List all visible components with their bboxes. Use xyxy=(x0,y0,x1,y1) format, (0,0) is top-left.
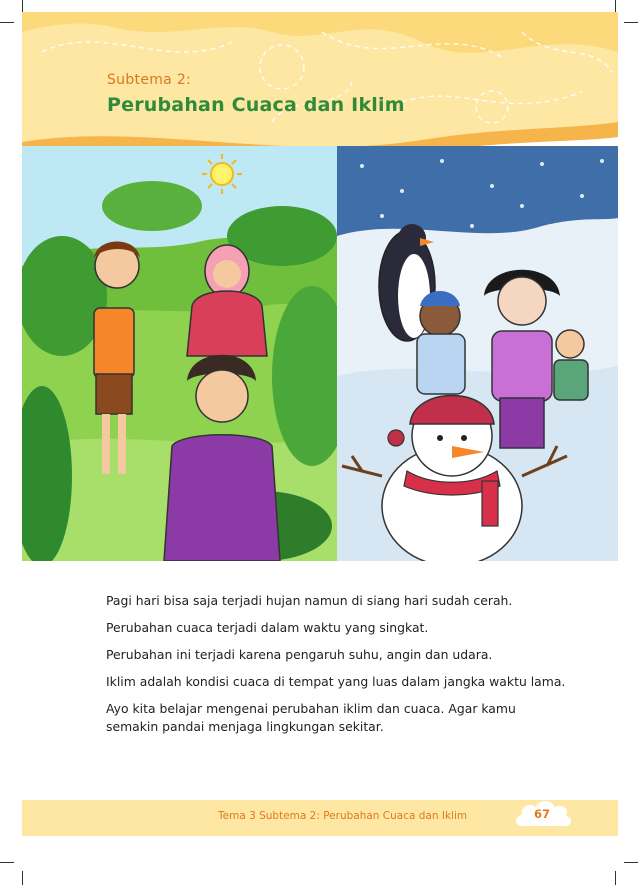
paragraph: Ayo kita belajar mengenai perubahan iklim dan cuaca. Agar kamu semakin pandai menjaga lingkungan sekitar. xyxy=(106,701,516,734)
page-number: 67 xyxy=(533,807,550,821)
crop-mark xyxy=(22,871,23,885)
crop-mark xyxy=(615,871,616,885)
green-kid-figure xyxy=(554,330,588,400)
snowy-scene xyxy=(337,146,618,561)
header-band xyxy=(22,12,618,167)
paragraph: Perubahan ini terjadi karena pengaruh suhu, angin dan udara. xyxy=(106,647,493,662)
crop-mark xyxy=(0,862,14,863)
subtema-label: Subtema 2: xyxy=(107,72,192,88)
crop-mark xyxy=(624,862,638,863)
paragraph: Pagi hari bisa saja terjadi hujan namun di siang hari sudah cerah. xyxy=(106,593,513,608)
crop-mark xyxy=(624,22,638,23)
body-text xyxy=(106,592,566,745)
paragraph: Iklim adalah kondisi cuaca di tempat yang luas dalam jangka waktu lama. xyxy=(106,674,566,689)
blue-kid-figure xyxy=(417,291,465,394)
weather-illustration xyxy=(22,146,618,561)
paragraph: Perubahan cuaca terjadi dalam waktu yang singkat. xyxy=(106,620,429,635)
header-decoration xyxy=(22,12,618,167)
sun-icon xyxy=(211,163,233,185)
subtema-title: Perubahan Cuaca dan Iklim xyxy=(107,94,405,116)
sunny-scene xyxy=(22,146,352,561)
crop-mark xyxy=(0,22,14,23)
footer-title: Tema 3 Subtema 2: Perubahan Cuaca dan Iklim xyxy=(218,810,468,822)
